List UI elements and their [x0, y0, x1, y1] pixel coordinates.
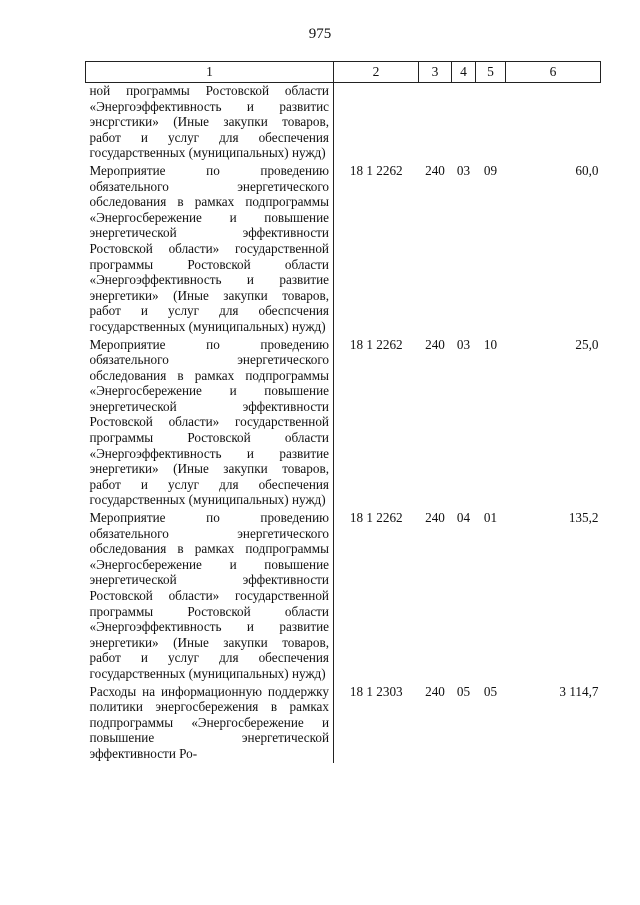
table-header-row	[86, 62, 601, 83]
continuation-description: ной программы Ростовской области «Энергоэффективность и развитис энсргстики» (Иные закупки товаров, работ и услуг для обеспечения государственных (муниципальных) нужд)	[86, 83, 334, 162]
row-target-code: 18 1 2303	[349, 683, 403, 699]
row-subsection: 09	[483, 162, 498, 178]
row-amount: 3 114,7	[559, 683, 599, 699]
table-row	[86, 162, 601, 336]
table-row	[86, 509, 601, 683]
row-target-code: 18 1 2262	[349, 162, 403, 178]
header-col-1: 1	[86, 62, 334, 83]
row-subsection: 10	[483, 336, 498, 352]
row-target-code: 18 1 2262	[349, 336, 403, 352]
row-description: Мероприятие по проведению обязательного энергетического обследования в рамках подпрограммы «Энергосбережение и повышение энергетической эффективности Ростовской области» государственной программы Ростовской области «Энергоэффективность и развитие энергетики» (Иные закупки товаров, работ и услуг для обеспечения государственных (муниципальных) нужд)	[86, 336, 334, 510]
row-description: Мероприятие по проведению обязательного энергетического обследования в рамках подпрограммы «Энергосбережение и повышение энергетической эффективности Ростовской области» государственной программы Ростовской области «Энергоэффективность и развитие энергетики» (Иные закупки товаров, работ и услуг для обеспечения государственных (муниципальных) нужд)	[86, 509, 334, 683]
row-expense-type: 240	[425, 336, 445, 352]
row-section: 03	[456, 162, 471, 178]
row-expense-type: 240	[425, 683, 445, 699]
row-expense-type: 240	[425, 162, 445, 178]
row-section: 04	[456, 510, 471, 526]
header-col-2: 2	[334, 62, 419, 83]
table-row	[86, 683, 601, 763]
row-section: 05	[456, 683, 471, 699]
table-row	[86, 336, 601, 510]
row-amount: 135,2	[568, 510, 599, 526]
row-section: 03	[456, 336, 471, 352]
row-target-code: 18 1 2262	[349, 510, 403, 526]
row-amount: 60,0	[575, 162, 599, 178]
row-expense-type: 240	[425, 510, 445, 526]
row-subsection: 01	[483, 510, 498, 526]
row-amount: 25,0	[575, 336, 599, 352]
table-row-continuation	[86, 83, 601, 162]
header-col-6: 6	[506, 62, 601, 83]
header-col-5: 5	[476, 62, 506, 83]
page-number: 975	[308, 26, 332, 42]
header-col-4: 4	[452, 62, 476, 83]
budget-table	[85, 61, 601, 763]
row-description: Мероприятие по проведению обязательного энергетического обследования в рамках подпрограммы «Энергосбережение и повышение энергетической эффективности Ростовской области» государственной программы Ростовской области «Энергоэффективность и развитие энергетики» (Иные закупки товаров, работ и услуг для обеспсчения государственных (муниципальных) нужд)	[86, 162, 334, 336]
row-description: Расходы на информационную поддержку политики энергосбережения в рамках подпрограммы «Энергосбережение и повышение энергетической эффективности Ро-	[86, 683, 334, 763]
header-col-3: 3	[419, 62, 452, 83]
row-subsection: 05	[483, 683, 498, 699]
